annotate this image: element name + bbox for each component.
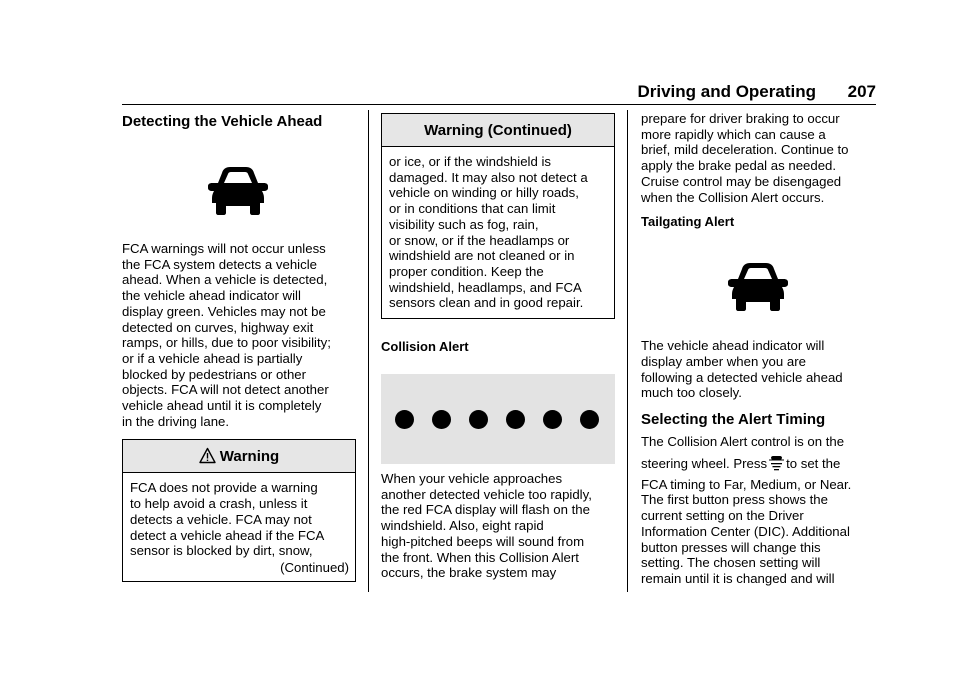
section-title: Detecting the Vehicle Ahead — [122, 113, 323, 130]
paragraph: FCA warnings will not occur unless the FCA system detects a vehicle ahead. When a vehicle is detected, the vehicle ahead indicator will display green. Vehicles may not be detected on curves, highway exit ramps, or hills, due to poor visibility; or if a vehicle ahead is partially blocked by pedestrians or other objects. FCA will not detect another vehicle ahead until it is completely in the driving lane. — [122, 241, 331, 429]
warning-title: Warning (Continued) — [424, 122, 572, 139]
paragraph: The Collision Alert control is on the steering wheel. Press to set the FCA timing to Far, Medium, or Near. The first button press shows the current setting on the Driver Information Center (DIC). Additional button presses will change this setting. The chosen setting will remain until it is changed and will — [641, 434, 852, 586]
alert-dot — [580, 410, 599, 429]
column-1 — [122, 110, 356, 582]
vehicle-ahead-icon — [641, 230, 875, 338]
warning-box — [381, 113, 615, 319]
collision-alert-display — [381, 374, 615, 464]
alert-dot — [395, 410, 414, 429]
header-rule — [122, 104, 876, 105]
collision-alert-timing-icon — [768, 455, 785, 475]
alert-dot — [432, 410, 451, 429]
warning-body: or ice, or if the windshield is damaged. It may also not detect a vehicle on winding or hilly roads, or in conditions that can limit visibility such as fog, rain, or snow, or if the headlamps or windshield are not cleaned or in proper condition. Keep the windshield, headlamps, and FCA sensors clean and in good repair. — [389, 154, 588, 311]
warning-title: Warning — [219, 448, 280, 466]
warning-header — [382, 114, 614, 147]
warning-header — [123, 440, 355, 473]
column-divider — [627, 110, 628, 592]
paragraph: prepare for driver braking to occur more rapidly which can cause a brief, mild deceleration. Continue to apply the brake pedal as needed. Cruise control may be disengaged when the Collision Alert occurs. — [641, 111, 849, 205]
subhead-collision-alert: Collision Alert — [381, 339, 469, 355]
column-divider — [368, 110, 369, 592]
header-title: Driving and Operating — [637, 82, 816, 101]
column-3 — [641, 110, 875, 587]
subhead-tailgating-alert: Tailgating Alert — [641, 214, 735, 230]
alert-dot — [506, 410, 525, 429]
paragraph: The vehicle ahead indicator will display amber when you are following a detected vehicle ahead much too closely. — [641, 338, 843, 401]
alert-dot — [469, 410, 488, 429]
page-number: 207 — [847, 82, 876, 101]
column-2 — [381, 110, 615, 581]
continued-label: (Continued) — [280, 559, 349, 575]
warning-triangle-icon — [199, 443, 216, 476]
alert-dot — [543, 410, 562, 429]
warning-box — [122, 439, 356, 581]
vehicle-ahead-icon — [122, 131, 356, 241]
page-header — [122, 82, 876, 104]
section-title: Selecting the Alert Timing — [641, 411, 826, 429]
paragraph: When your vehicle approaches another detected vehicle too rapidly, the red FCA display will flash on the windshield. Also, eight rapid high-pitched beeps will sound from the front. When this Collision Alert occurs, the brake system may — [381, 471, 592, 581]
warning-body: FCA does not provide a warning to help avoid a crash, unless it detects a vehicle. FCA may not detect a vehicle ahead if the FCA sensor is blocked by dirt, snow, (Continued) — [130, 480, 349, 575]
